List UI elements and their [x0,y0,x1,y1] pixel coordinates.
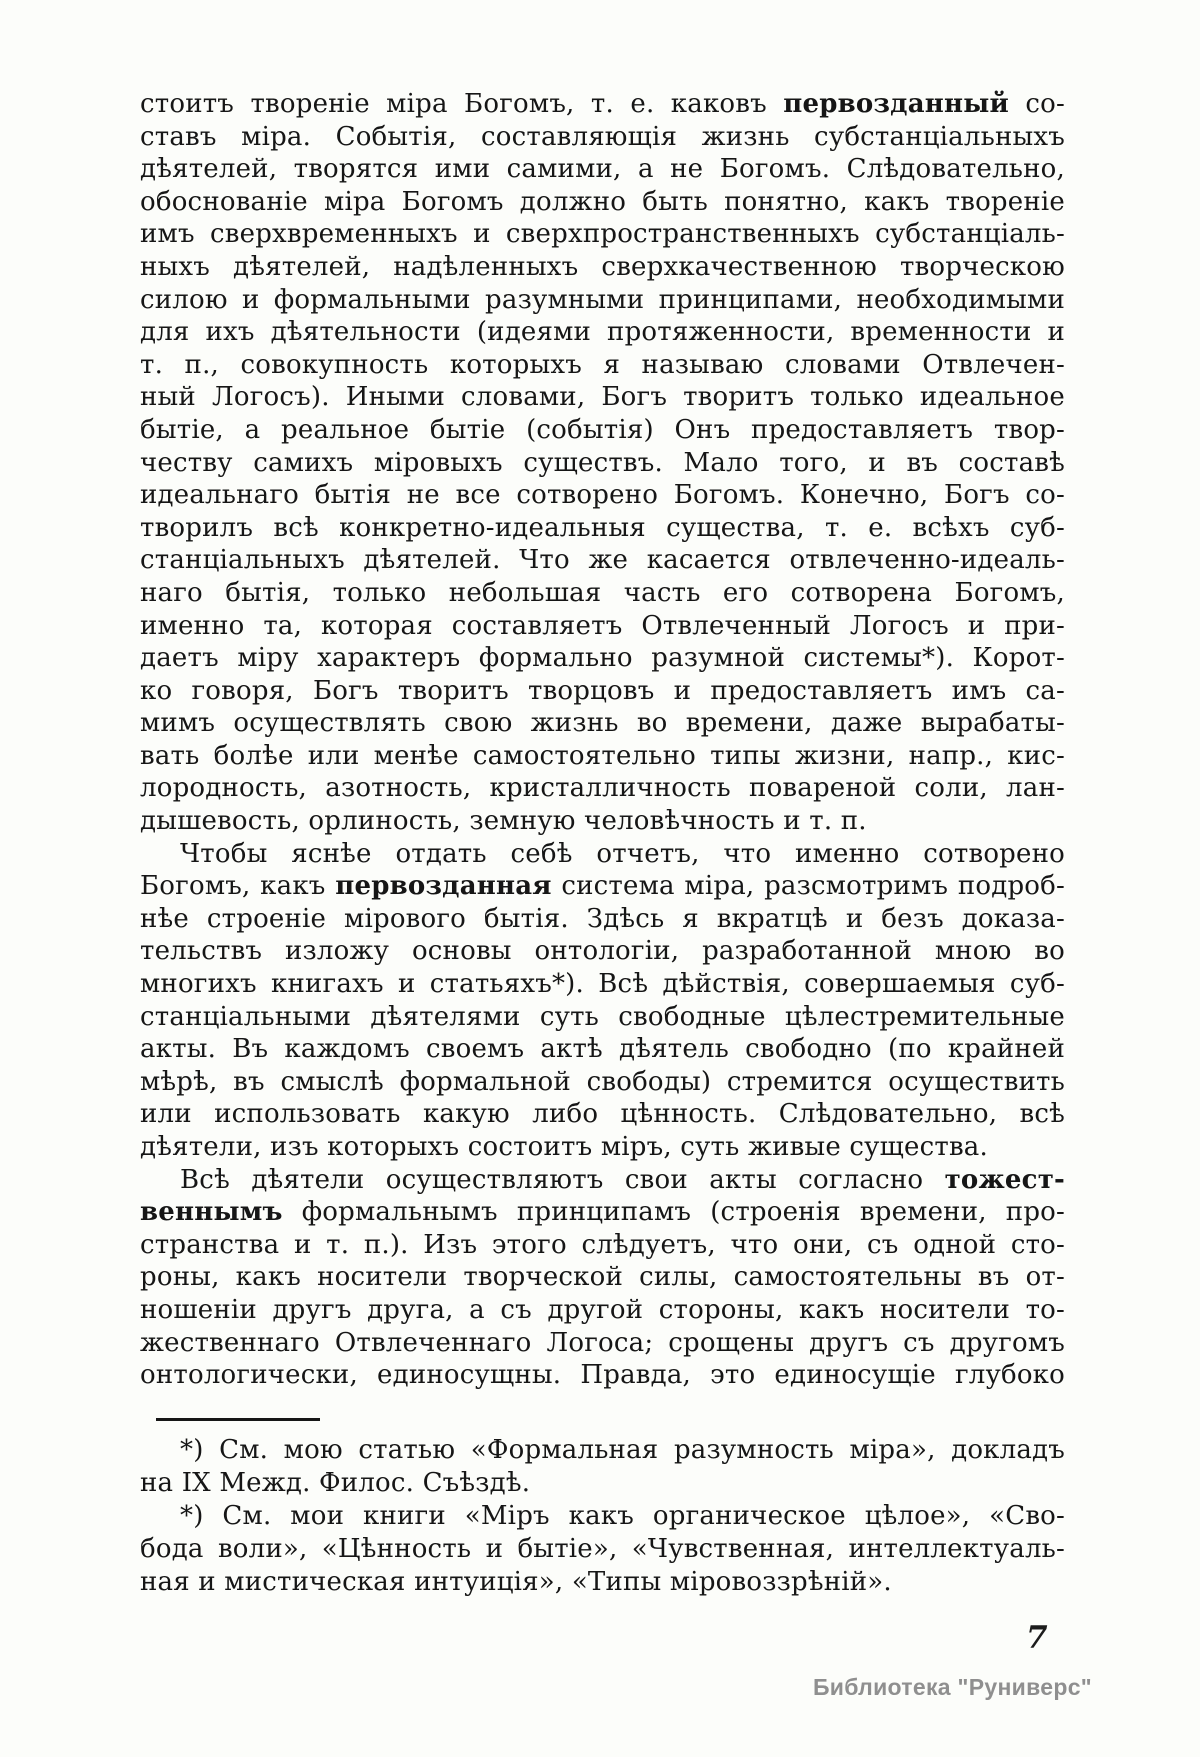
text-line: роны, какъ носители творческой силы, самостоятельны въ от- [140,1262,1065,1293]
text-line: ко говоря, Богъ творитъ творцовъ и предоставляетъ имъ са- [140,675,1065,706]
text-line: ныхъ дѣятелей, надѣленныхъ сверхкачественною творческою [140,251,1065,282]
text-line: *) См. мою статью «Формальная разумность міра», докладъ [180,1435,1065,1465]
footnote-separator-rule [156,1418,320,1421]
text-line: Чтобы яснѣе отдать себѣ отчетъ, что именно сотворено [180,838,1065,869]
text-line: для ихъ дѣятельности (идеями протяженности, временности и [140,317,1065,348]
text-line: творилъ всѣ конкретно-идеальныя существа, т. е. всѣхъ суб- [140,512,1065,543]
text-line: обоснованіе міра Богомъ должно быть понятно, какъ твореніе [140,186,1065,217]
text-line: ношеніи другъ друга, а съ другой стороны, какъ носители то- [140,1294,1065,1325]
paragraph [140,88,1065,838]
footnotes [140,1434,1065,1599]
text-line: вать болѣе или менѣе самостоятельно типы жизни, напр., кис- [140,740,1065,771]
bold-emphasis: веннымъ [140,1197,283,1228]
library-watermark: Библиотека "Руниверс" [812,1674,1092,1700]
footnote [140,1434,1065,1500]
text-line: веннымъ формальнымъ принципамъ (строенія времени, про- [140,1197,1065,1228]
text-line: лородность, азотность, кристалличность повареной соли, лан- [140,773,1065,804]
page-number: 7 [1026,1620,1048,1656]
paragraph [140,1164,1065,1392]
text-line: мимъ осуществлять свою жизнь во времени, даже вырабаты- [140,708,1065,739]
text-line: станціальными дѣятелями суть свободные цѣлестремительные [140,1001,1065,1032]
text-line: бода воли», «Цѣнность и бытіе», «Чувственная, интеллектуаль- [140,1534,1065,1564]
bold-emphasis: первозданная [335,871,552,902]
text-line: идеальнаго бытія не все сотворено Богомъ. Конечно, Богъ со- [140,480,1065,511]
paragraph [140,838,1065,1164]
text-line: *) См. мои книги «Міръ какъ органическое цѣлое», «Сво- [180,1501,1065,1531]
text-line: бытіе, а реальное бытіе (событія) Онъ предоставляетъ твор- [140,414,1065,445]
text-line: даетъ міру характеръ формально разумной системы*). Корот- [140,643,1065,674]
text-line: ная и мистическая интуиція», «Типы міровоззрѣній». [140,1567,892,1597]
text-line: имъ сверхвременныхъ и сверхпространственныхъ субстанціаль- [140,219,1065,250]
text-line: или использовать какую либо цѣнность. Слѣдовательно, всѣ [140,1099,1065,1130]
text-line: станціальныхъ дѣятелей. Что же касается отвлеченно-идеаль- [140,545,1065,576]
text-line: Всѣ дѣятели осуществляютъ свои акты согласно тожест- [180,1164,1065,1195]
bold-emphasis: тожест- [944,1164,1065,1195]
text-line: наго бытія, только небольшая часть его сотворена Богомъ, [140,577,1065,608]
main-text-block [140,88,1065,1392]
text-line: странства и т. п.). Изъ этого слѣдуетъ, что они, съ одной сто- [140,1229,1065,1260]
text-line: стоитъ твореніе міра Богомъ, т. е. каковъ первозданный со- [140,89,1065,119]
text-line: нѣе строеніе мірового бытія. Здѣсь я вкратцѣ и безъ доказа- [140,903,1065,934]
text-line: тельствъ изложу основы онтологіи, разработанной мною во [140,936,1065,967]
text-line: ставъ міра. Событія, составляющія жизнь субстанціальныхъ [140,121,1065,152]
text-line: честву самихъ міровыхъ существъ. Мало того, и въ составѣ [140,447,1065,478]
text-line: онтологически, единосущны. Правда, это единосущіе глубоко [140,1360,1065,1391]
text-line: многихъ книгахъ и статьяхъ*). Всѣ дѣйствія, совершаемыя суб- [140,969,1065,1000]
text-line: т. п., совокупность которыхъ я называю словами Отвлечен- [140,349,1065,380]
footnote [140,1500,1065,1599]
text-line: Богомъ, какъ первозданная система міра, разсмотримъ подроб- [140,871,1065,902]
text-line: жественнаго Отвлеченнаго Логоса; срощены другъ съ другомъ [140,1327,1065,1358]
text-line: дѣятели, изъ которыхъ состоитъ міръ, суть живые существа. [140,1132,988,1162]
text-line: на IX Межд. Филос. Съѣздѣ. [140,1468,531,1498]
text-line: мѣрѣ, въ смыслѣ формальной свободы) стремится осуществить [140,1066,1065,1097]
text-line: ный Логосъ). Иными словами, Богъ творитъ только идеальное [140,382,1065,413]
text-line: дѣятелей, творятся ими самими, а не Богомъ. Слѣдовательно, [140,154,1065,185]
bold-emphasis: первозданный [783,89,1009,119]
text-line: акты. Въ каждомъ своемъ актѣ дѣятель свободно (по крайней [140,1034,1065,1065]
text-line: дышевость, орлиность, земную человѣчность и т. п. [140,806,867,837]
text-line: силою и формальными разумными принципами, необходимыми [140,284,1065,315]
text-line: именно та, которая составляетъ Отвлеченный Логосъ и при- [140,610,1065,641]
